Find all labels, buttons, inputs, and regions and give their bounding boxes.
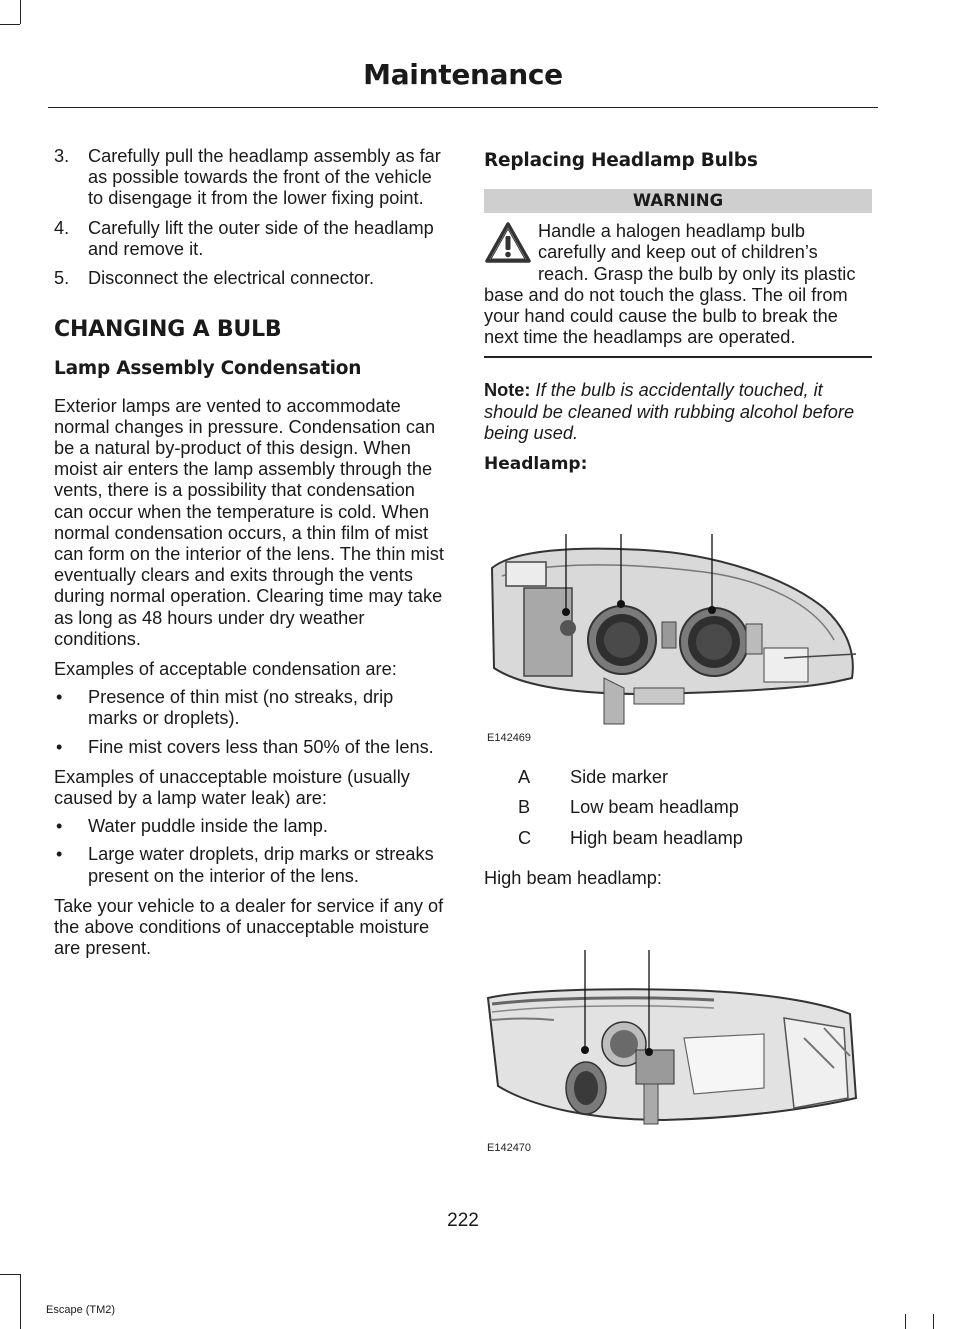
section-title: CHANGING A BULB (54, 317, 282, 343)
warning-box (484, 221, 872, 348)
unacceptable-intro: Examples of unacceptable moisture (usually caused by a lamp water leak) are: (54, 766, 410, 809)
subsection-title: Lamp Assembly Condensation (54, 358, 362, 380)
page-title: Maintenance (363, 58, 563, 91)
legend-letter: B (518, 797, 531, 817)
bullet-dot: • (56, 736, 63, 757)
bullet-dot: • (56, 844, 63, 865)
legend-text: Low beam headlamp (570, 797, 739, 817)
closing-paragraph: Take your vehicle to a dealer for service if any of the above conditions of unacceptable moisture are present. (54, 895, 444, 959)
warning-banner: WARNING (484, 189, 872, 213)
step-number: 3. (54, 146, 70, 166)
high-beam-figure (484, 948, 860, 1138)
bullet-dot: • (56, 816, 63, 837)
list-item-text: Large water droplets, drip marks or streaks present on the interior of the lens. (88, 844, 434, 886)
legend-text: Side marker (570, 767, 669, 787)
note-label: Note: (484, 380, 531, 401)
legend-text: High beam headlamp (570, 828, 743, 848)
legend-letter: A (518, 767, 531, 787)
step-item (54, 218, 446, 260)
high-beam-label: High beam headlamp: (484, 868, 662, 888)
note-text: If the bulb is accidentally touched, it should be cleaned with rubbing alcohol before being used. (484, 380, 855, 443)
list-item (54, 687, 446, 729)
crop-mark (0, 24, 20, 25)
bullet-dot: • (56, 687, 63, 708)
warning-triangle-icon (484, 221, 532, 265)
list-item (54, 816, 446, 837)
step-item (54, 268, 446, 289)
list-item-text: Water puddle inside the lamp. (88, 816, 328, 837)
list-item-text: Fine mist covers less than 50% of the lens. (88, 736, 434, 757)
step-number: 5. (54, 268, 70, 289)
step-text: Carefully lift the outer side of the headlamp and remove it. (88, 217, 434, 259)
crop-mark (20, 0, 21, 24)
step-text: Disconnect the electrical connector. (88, 268, 375, 289)
condensation-paragraph: Exterior lamps are vented to accommodate normal changes in pressure. Condensation can be a natural by-product of this design. When moist air enters the lamp assembly through the vents, there is a possibility that condensation can occur when the temperature is cold. When normal condensation occurs, a thin film of mist can form on the interior of the lens. The thin mist eventually clears and exits through the vents during normal operation. Clearing time may take as long as 48 hours under dry weather conditions. (54, 395, 444, 649)
list-item (54, 844, 446, 886)
left-column (54, 146, 446, 969)
step-item (54, 146, 446, 210)
legend-letter: C (518, 828, 532, 848)
footer-label: Escape (TM2) (46, 1304, 116, 1316)
figure-code: E142470 (487, 1142, 532, 1154)
warning-text: Handle a halogen headlamp bulb carefully and keep out of children’s reach. Grasp the bulb by only its plastic base and do not touch the glass. The oil from your hand could cause the bulb to break the next time the headlamps are operated. (484, 221, 856, 348)
replacing-title: Replacing Headlamp Bulbs (484, 150, 758, 171)
note-paragraph (484, 380, 872, 444)
page-number: 222 (447, 1210, 479, 1231)
step-number: 4. (54, 217, 70, 238)
headlamp-label: Headlamp: (484, 454, 588, 475)
header-divider (48, 107, 878, 108)
list-item-text: Presence of thin mist (no streaks, drip marks or droplets). (88, 687, 394, 729)
headlamp-figure (484, 528, 860, 728)
crop-mark (0, 1274, 20, 1275)
list-item (54, 737, 446, 758)
step-text: Carefully pull the headlamp assembly as far as possible towards the front of the vehicle to disengage it from the lower fixing point. (88, 146, 441, 209)
crop-mark (933, 1314, 934, 1329)
right-column (484, 146, 872, 475)
crop-mark (905, 1314, 906, 1329)
acceptable-intro: Examples of acceptable condensation are: (54, 659, 397, 680)
figure-code: E142469 (487, 732, 532, 744)
warning-divider (484, 356, 872, 358)
crop-mark (20, 1274, 21, 1329)
